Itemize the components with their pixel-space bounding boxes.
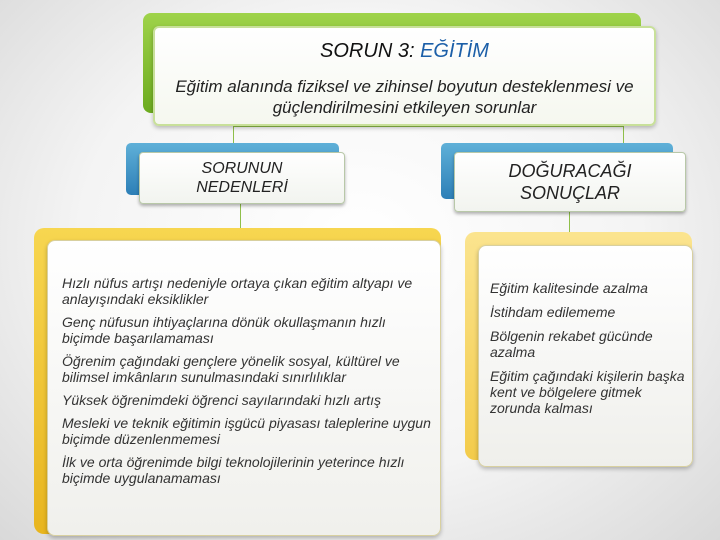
consequences-header: DOĞURACAĞI SONUÇLAR <box>454 152 686 212</box>
problem-title-prefix: SORUN 3: <box>320 40 415 62</box>
causes-header: SORUNUN NEDENLERİ <box>139 152 345 204</box>
cause-item: Hızlı nüfus artışı nedeniyle ortaya çıkan eğitim altyapı ve anlayışındaki eksiklikler <box>62 275 413 307</box>
consequence-item: Bölgenin rekabet gücünde azalma <box>490 328 653 360</box>
title-card <box>153 26 656 126</box>
problem-title <box>155 40 654 63</box>
problem-subtitle: Eğitim alanında fiziksel ve zihinsel boyutun desteklenmesi ve güçlendirilmesini etkileyen sorunlar <box>175 77 634 117</box>
consequence-item: Eğitim kalitesinde azalma <box>490 280 648 296</box>
cause-item: Öğrenim çağındaki gençlere yönelik sosyal, kültürel ve bilimsel imkânların sunulmasındaki sınırlılıklar <box>62 353 400 385</box>
consequence-item: İstihdam edilememe <box>490 304 616 320</box>
consequences-list <box>490 280 688 424</box>
consequence-item: Eğitim çağındaki kişilerin başka kent ve bölgelere gitmek zorunda kalması <box>490 368 685 416</box>
cause-item: Mesleki ve teknik eğitimin işgücü piyasası taleplerine uygun biçimde düzenlenmemesi <box>62 415 431 447</box>
connector-top-horizontal <box>233 126 623 127</box>
cause-item: İlk ve orta öğrenimde bilgi teknolojilerinin yeterince hızlı biçimde uygulanamaması <box>62 454 405 486</box>
cause-item: Genç nüfusun ihtiyaçlarına dönük okullaşmanın hızlı biçimde başarılamaması <box>62 314 386 346</box>
causes-list <box>62 275 434 493</box>
problem-title-topic: EĞİTİM <box>420 40 489 62</box>
cause-item: Yüksek öğrenimdeki öğrenci sayılarındaki hızlı artış <box>62 392 382 408</box>
